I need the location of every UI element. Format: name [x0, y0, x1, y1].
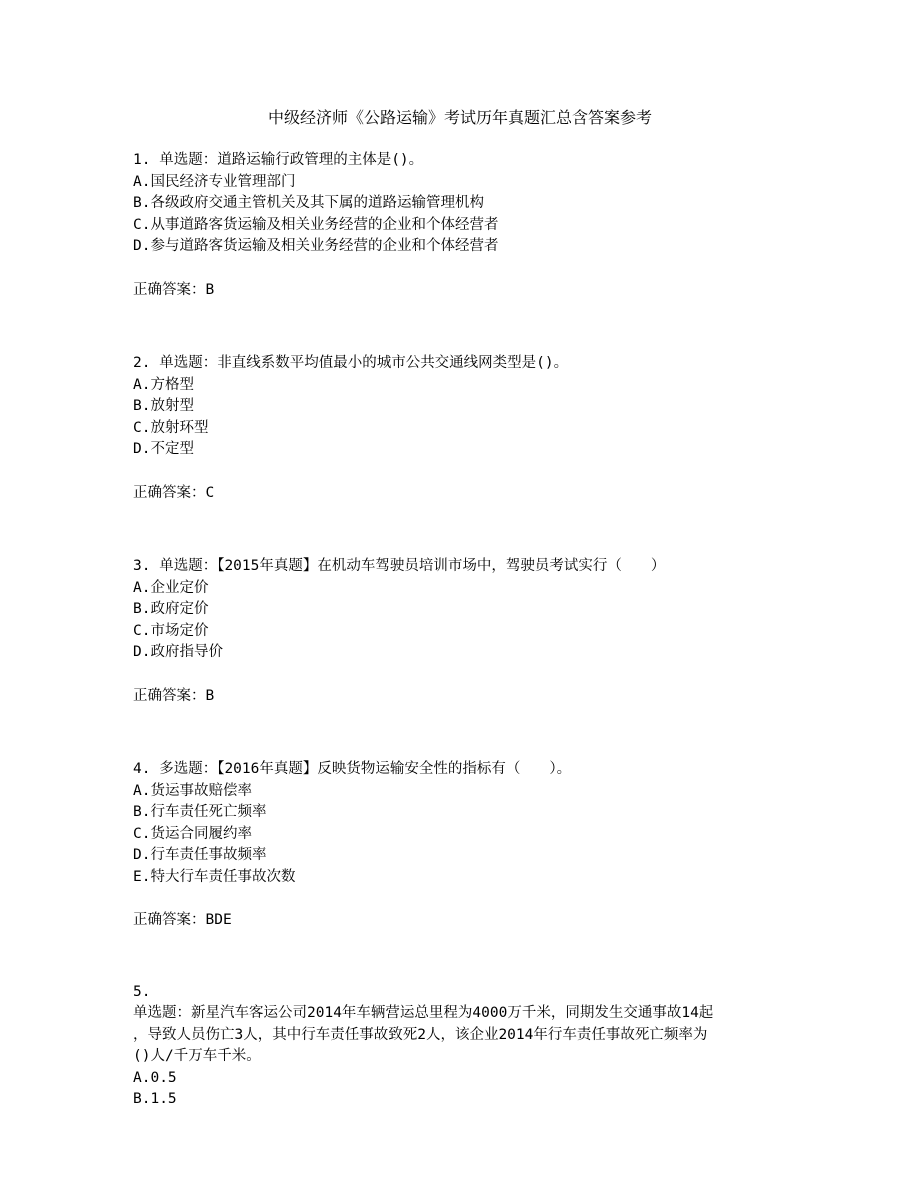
- option-a: A.国民经济专业管理部门: [133, 173, 296, 190]
- option-a: A.方格型: [133, 376, 194, 393]
- option-c: C.货运合同履约率: [133, 825, 252, 842]
- question-stem: 4. 多选题：【2016年真题】反映货物运输安全性的指标有（ ）。: [133, 761, 572, 777]
- option-d: D.行车责任事故频率: [133, 847, 267, 863]
- option-d: D.参与道路客货运输及相关业务经营的企业和个体经营者: [133, 238, 499, 254]
- option-a: A.0.5: [133, 1069, 177, 1086]
- question-3: [133, 556, 793, 707]
- question-stem-line-2: ，导致人员伤亡3人，其中行车责任事故致死2人，该企业2014年行车责任事故死亡频率为: [133, 1026, 708, 1043]
- question-stem: 3. 单选题：【2015年真题】在机动车驾驶员培训市场中，驾驶员考试实行（ ）: [133, 558, 666, 574]
- correct-answer: 正确答案：B: [133, 281, 215, 298]
- option-c: C.从事道路客货运输及相关业务经营的企业和个体经营者: [133, 216, 499, 233]
- question-stem-line-3: ()人/千万车千米。: [133, 1048, 261, 1064]
- question-2: [133, 353, 793, 504]
- option-c: C.市场定价: [133, 622, 209, 639]
- question-list: [133, 150, 793, 1111]
- question-5: [133, 982, 793, 1111]
- correct-answer: 正确答案：BDE: [133, 912, 232, 928]
- question-number: 5.: [133, 983, 151, 1000]
- option-b: B.各级政府交通主管机关及其下属的道路运输管理机构: [133, 195, 484, 211]
- question-stem: 1. 单选题：道路运输行政管理的主体是()。: [133, 152, 424, 168]
- correct-answer: 正确答案：C: [133, 484, 215, 501]
- question-stem-line-1: 单选题：新星汽车客运公司2014年车辆营运总里程为4000万千米，同期发生交通事故14起: [133, 1005, 714, 1021]
- correct-answer: 正确答案：B: [133, 687, 215, 704]
- option-b: B.政府定价: [133, 601, 209, 617]
- page-title: 中级经济师《公路运输》考试历年真题汇总含答案参考: [267, 108, 652, 127]
- option-b: B.行车责任死亡频率: [133, 804, 267, 820]
- option-c: C.放射环型: [133, 419, 209, 436]
- question-stem: 2. 单选题：非直线系数平均值最小的城市公共交通线网类型是()。: [133, 355, 569, 371]
- option-a: A.企业定价: [133, 579, 209, 596]
- option-a: A.货运事故赔偿率: [133, 782, 252, 799]
- option-b: B.放射型: [133, 398, 194, 414]
- question-1: [133, 150, 793, 301]
- question-4: [133, 759, 793, 932]
- option-d: D.不定型: [133, 441, 194, 457]
- option-b: B.1.5: [133, 1091, 177, 1107]
- option-e: E.特大行车责任事故次数: [133, 868, 296, 885]
- option-d: D.政府指导价: [133, 644, 223, 660]
